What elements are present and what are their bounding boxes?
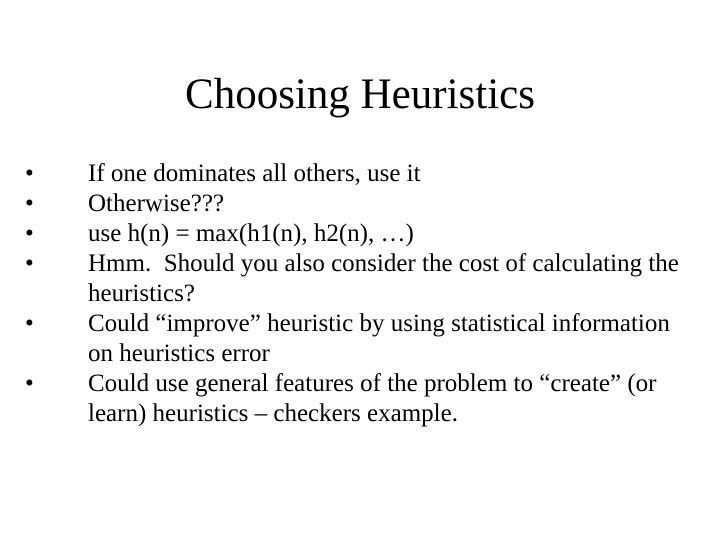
bullet-text: Hmm. Should you also consider the cost of calculating the heuristics? bbox=[88, 250, 686, 307]
bullet-item bbox=[25, 189, 698, 219]
bullet-text: If one dominates all others, use it bbox=[88, 160, 421, 187]
bullet-item bbox=[25, 249, 698, 309]
bullet-item bbox=[25, 219, 698, 249]
bullet-text: Otherwise??? bbox=[88, 190, 225, 217]
bullet-dot: • bbox=[25, 220, 34, 247]
bullet-item bbox=[25, 159, 698, 189]
bullet-text: Could use general features of the problem to “create” (or learn) heuristics – checkers example. bbox=[88, 370, 657, 427]
bullet-item bbox=[25, 309, 698, 369]
bullet-dot: • bbox=[25, 370, 34, 397]
bullet-list bbox=[25, 159, 698, 429]
bullet-item bbox=[25, 369, 698, 429]
bullet-text: use h(n) = max(h1(n), h2(n), …) bbox=[88, 220, 414, 247]
bullet-dot: • bbox=[25, 250, 34, 277]
bullet-dot: • bbox=[25, 310, 34, 337]
bullet-dot: • bbox=[25, 190, 34, 217]
bullet-dot: • bbox=[25, 160, 34, 187]
slide-title: Choosing Heuristics bbox=[185, 71, 535, 118]
bullet-text: Could “improve” heuristic by using statistical information on heuristics error bbox=[88, 310, 670, 367]
